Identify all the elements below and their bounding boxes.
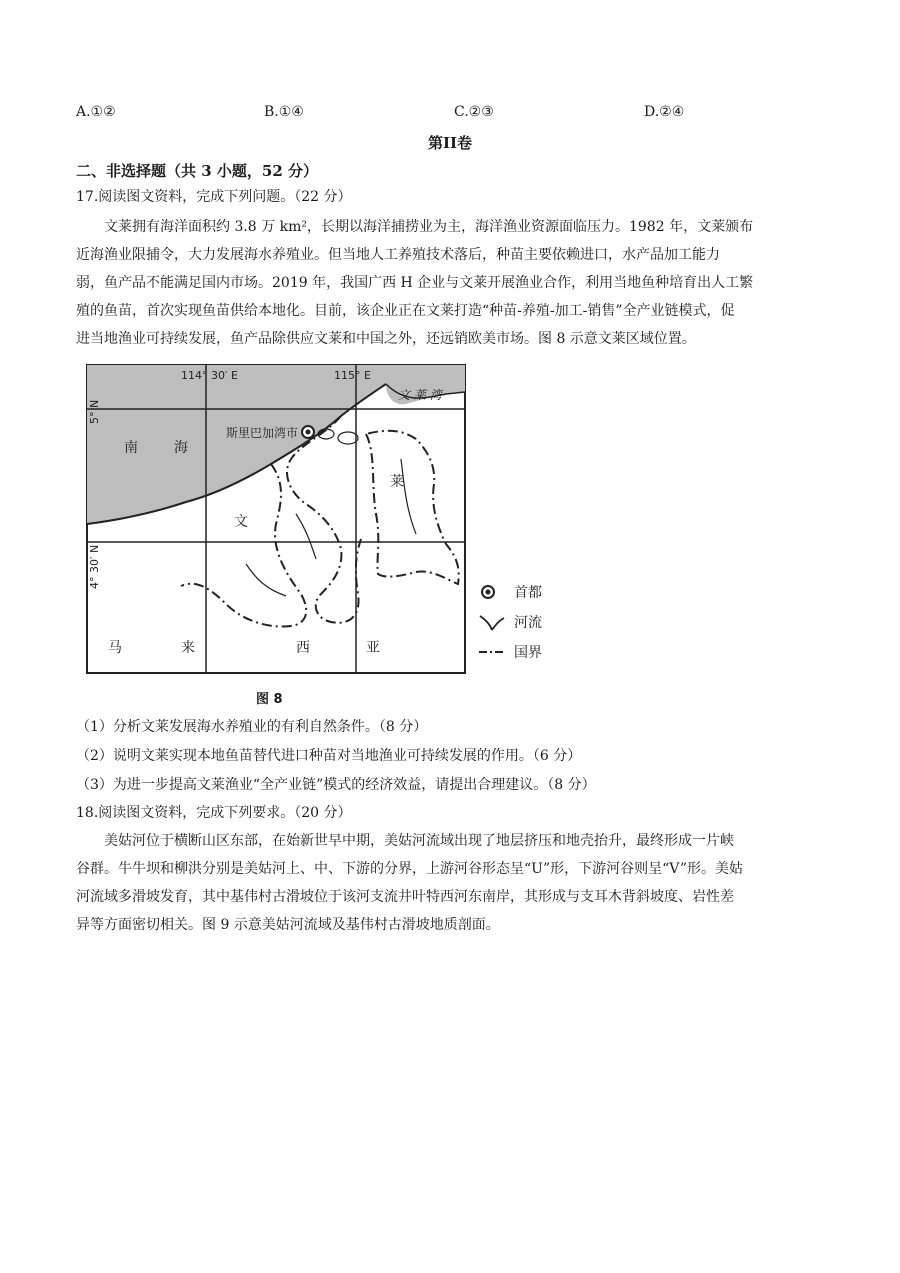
- river-icon: [478, 612, 506, 632]
- q17-passage-line: 近海渔业限捕令，大力发展海水养殖业。但当地人工养殖技术落后，种苗主要依赖进口，水产品加工能力: [76, 247, 720, 263]
- bay-label: 文 莱 湾: [398, 388, 442, 402]
- legend-border: [478, 642, 542, 662]
- sea-label-1: 南: [124, 440, 138, 456]
- legend-capital-label: 首都: [514, 585, 542, 601]
- q17-passage-line: 殖的鱼苗，首次实现鱼苗供给本地化。目前，该企业正在文莱打造“种苗-养殖-加工-销售”全产业链模式，促: [76, 303, 735, 319]
- q17-passage-line: 进当地渔业可持续发展，鱼产品除供应文莱和中国之外，还远销欧美市场。图 8 示意文莱区域位置。: [76, 331, 696, 347]
- q18-passage-line: 谷群。牛牛坝和柳洪分别是美姑河上、中、下游的分界，上游河谷形态呈“U”形，下游河谷则呈“V”形。美姑: [76, 861, 744, 877]
- malaysia-label-1: 马: [108, 640, 122, 656]
- lon-label-1: 114° 30′ E: [181, 369, 238, 382]
- figure-caption: 图 8: [256, 692, 283, 707]
- legend-border-label: 国界: [514, 645, 542, 661]
- option-b: B.①④: [264, 104, 304, 120]
- lat-label-1: 5° N: [88, 399, 101, 424]
- malaysia-label-2: 来: [181, 640, 195, 656]
- q17-sub-question: （3）为进一步提高文莱渔业“全产业链”模式的经济效益，请提出合理建议。（8 分）: [76, 777, 596, 793]
- malaysia-label-4: 亚: [366, 640, 380, 656]
- capital-icon-dot: [306, 430, 311, 435]
- q18-passage-line: 河流域多滑坡发育，其中基伟村古滑坡位于该河支流井叶特西河东南岸，其形成与支耳木背斜坡度、岩性差: [76, 889, 734, 905]
- lon-label-2: 115° E: [334, 369, 371, 382]
- q18-passage-line: 异等方面密切相关。图 9 示意美姑河流域及基伟村古滑坡地质剖面。: [76, 917, 500, 933]
- q18-prompt: 18.阅读图文资料，完成下列要求。（20 分）: [76, 805, 352, 821]
- q17-prompt: 17.阅读图文资料，完成下列问题。（22 分）: [76, 189, 352, 205]
- option-c: C.②③: [454, 104, 494, 120]
- section-title: 第II卷: [427, 134, 473, 152]
- q17-passage-line: 弱，鱼产品不能满足国内市场。2019 年，我国广西 H 企业与文莱开展渔业合作，利用当地鱼种培育出人工繁: [76, 275, 754, 291]
- q17-passage-line: 文莱拥有海洋面积约 3.8 万 km²，长期以海洋捕捞业为主，海洋渔业资源面临压力。1982 年，文莱颁布: [104, 219, 754, 235]
- q17-sub-question: （1）分析文莱发展海水养殖业的有利自然条件。（8 分）: [76, 719, 428, 735]
- brunei-location-map: [86, 364, 466, 674]
- brunei-label-1: 文: [234, 514, 248, 530]
- q18-passage-line: 美姑河位于横断山区东部，在始新世早中期，美姑河流域出现了地层挤压和地壳抬升，最终形成一片峡: [104, 833, 734, 849]
- malaysia-label-3: 西: [296, 640, 310, 656]
- legend-river: [478, 612, 542, 632]
- capital-icon: [478, 582, 506, 602]
- part-heading: 二、非选择题（共 3 小题，52 分）: [76, 162, 318, 180]
- option-d: D.②④: [644, 104, 685, 120]
- capital-label: 斯里巴加湾市: [226, 426, 299, 440]
- sea-label-2: 海: [174, 440, 188, 456]
- q17-sub-question: （2）说明文莱实现本地鱼苗替代进口种苗对当地渔业可持续发展的作用。（6 分）: [76, 748, 582, 764]
- brunei-label-2: 莱: [390, 474, 404, 490]
- legend-capital: [478, 582, 542, 602]
- border-icon: [478, 642, 506, 662]
- legend-river-label: 河流: [514, 615, 542, 631]
- option-a: A.①②: [76, 104, 116, 120]
- lat-label-2: 4° 30′ N: [88, 544, 101, 589]
